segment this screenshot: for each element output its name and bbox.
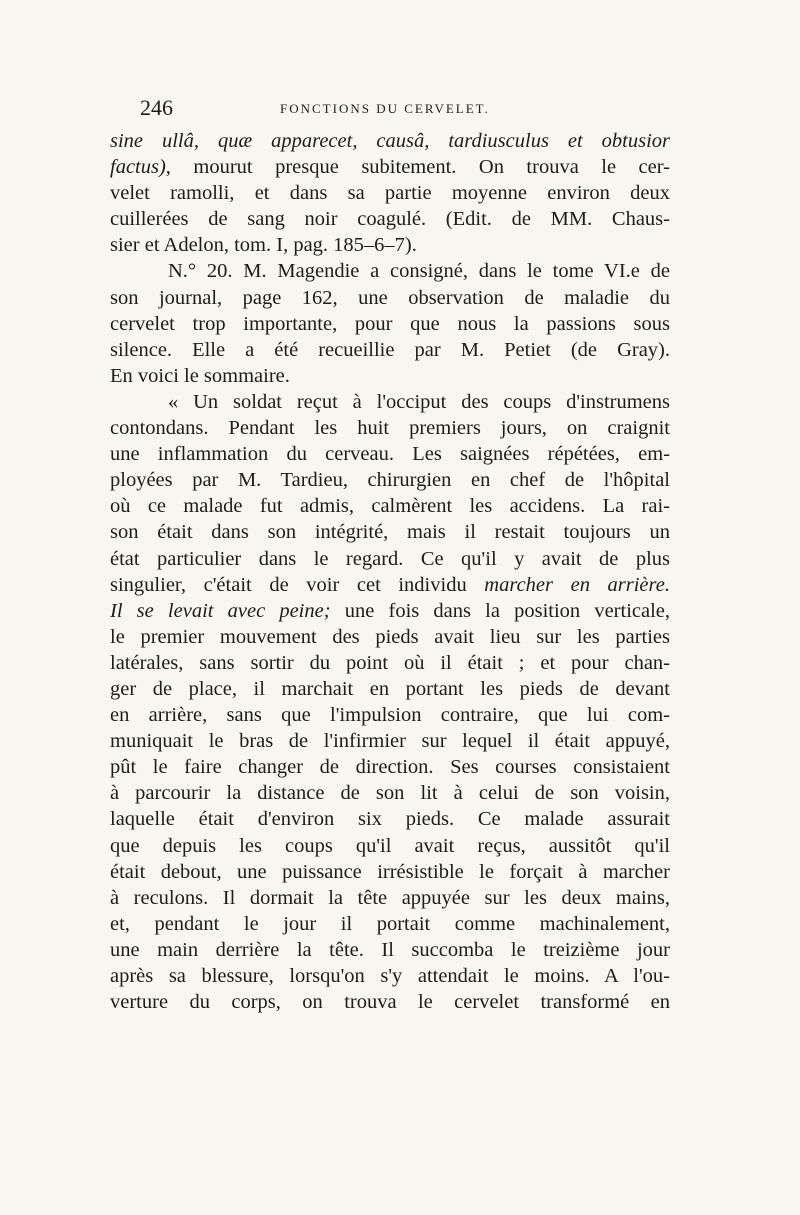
text-line (110, 989, 670, 1015)
text-segment: le premier mouvement des pieds avait lieu sur les parties (110, 625, 670, 648)
text-line (110, 911, 670, 937)
italic-text: sine ullâ, quæ apparecet, causâ, tardiusculus et obtusior (110, 130, 670, 152)
text-line (110, 885, 670, 911)
text-segment: laquelle était d'environ six pieds. Ce malade assurait (110, 808, 670, 831)
text-line (110, 232, 670, 258)
italic-text: Il se levait avec peine; (110, 599, 331, 622)
text-line (110, 806, 670, 832)
text-line (110, 415, 670, 441)
text-segment: une inflammation du cerveau. Les saignées répétées, em- (110, 443, 670, 466)
text-segment: cuillerées de sang noir coagulé. (Edit. de MM. Chaus- (110, 208, 670, 231)
text-segment: où ce malade fut admis, calmèrent les accidens. La rai- (110, 495, 670, 518)
text-line (110, 650, 670, 676)
text-segment: N.° 20. M. Magendie a consigné, dans le tome VI.e de (168, 260, 670, 283)
text-segment: ger de place, il marchait en portant les pieds de devant (110, 677, 670, 700)
text-line (110, 963, 670, 989)
page-number: 246 (140, 95, 173, 120)
text-segment: verture du corps, on trouva le cervelet transformé en (110, 991, 670, 1014)
text-line (110, 285, 670, 311)
text-line (110, 624, 670, 650)
text-segment: sier et Adelon, tom. I, pag. 185–6–7). (110, 234, 417, 257)
text-line (110, 311, 670, 337)
text-line (110, 258, 670, 284)
text-line (110, 676, 670, 702)
text-segment: état particulier dans le regard. Ce qu'il y avait de plus (110, 547, 670, 570)
text-segment: muniquait le bras de l'infirmier sur lequel il était appuyé, (110, 730, 670, 753)
page-header (140, 96, 668, 120)
text-segment: singulier, c'était de voir cet individu (110, 573, 485, 596)
text-line (110, 598, 670, 624)
text-segment: En voici le sommaire. (110, 364, 290, 387)
text-segment: son journal, page 162, une observation de maladie du (110, 286, 670, 309)
text-line (110, 441, 670, 467)
text-segment: une main derrière la tête. Il succomba le treizième jour (110, 938, 670, 961)
text-line (110, 833, 670, 859)
text-segment: velet ramolli, et dans sa partie moyenne environ deux (110, 182, 670, 205)
text-segment: était debout, une puissance irrésistible le forçait à marcher (110, 860, 670, 883)
text-segment: à reculons. Il dormait la tête appuyée sur les deux mains, (110, 886, 670, 909)
text-segment: latérales, sans sortir du point où il était ; et pour chan- (110, 651, 670, 674)
text-line (110, 493, 670, 519)
text-line (110, 702, 670, 728)
italic-text: marcher en arrière. (484, 573, 670, 596)
text-segment: à parcourir la distance de son lit à celui de son voisin, (110, 782, 670, 805)
text-segment: silence. Elle a été recueillie par M. Petiet (de Gray). (110, 338, 670, 361)
text-line (110, 937, 670, 963)
text-segment: « Un soldat reçut à l'occiput des coups d'instrumens (168, 390, 670, 413)
text-segment: que depuis les coups qu'il avait reçus, aussitôt qu'il (110, 834, 670, 857)
text-line (110, 363, 670, 389)
text-line (110, 728, 670, 754)
text-segment: , mourut presque subitement. On trouva le cer- (165, 156, 670, 179)
text-line (110, 519, 670, 545)
text-line (110, 180, 670, 206)
text-segment: en arrière, sans que l'impulsion contraire, que lui com- (110, 704, 670, 727)
text-segment: après sa blessure, lorsqu'on s'y attendait le moins. A l'ou- (110, 965, 670, 987)
text-line (110, 337, 670, 363)
italic-text: factus) (110, 156, 166, 179)
text-line (110, 389, 670, 415)
text-line (110, 546, 670, 572)
text-line (110, 754, 670, 780)
text-segment: pût le faire changer de direction. Ses courses consistaient (110, 756, 670, 779)
text-segment: ployées par M. Tardieu, chirurgien en chef de l'hôpital (110, 469, 670, 492)
text-line (110, 206, 670, 232)
body-text (110, 128, 670, 1048)
text-line (110, 467, 670, 493)
text-segment: son était dans son intégrité, mais il restait toujours un (110, 521, 670, 544)
text-segment: cervelet trop importante, pour que nous la passions sous (110, 312, 670, 335)
text-segment: contondans. Pendant les huit premiers jours, on craignit (110, 417, 670, 440)
text-line (110, 154, 670, 180)
text-segment: une fois dans la position verticale, (330, 599, 671, 622)
running-head: FONCTIONS DU CERVELET. (280, 101, 490, 116)
text-line (110, 780, 670, 806)
text-line (110, 128, 670, 154)
text-segment: et, pendant le jour il portait comme machinalement, (110, 912, 670, 935)
text-line (110, 572, 670, 598)
text-line (110, 859, 670, 885)
